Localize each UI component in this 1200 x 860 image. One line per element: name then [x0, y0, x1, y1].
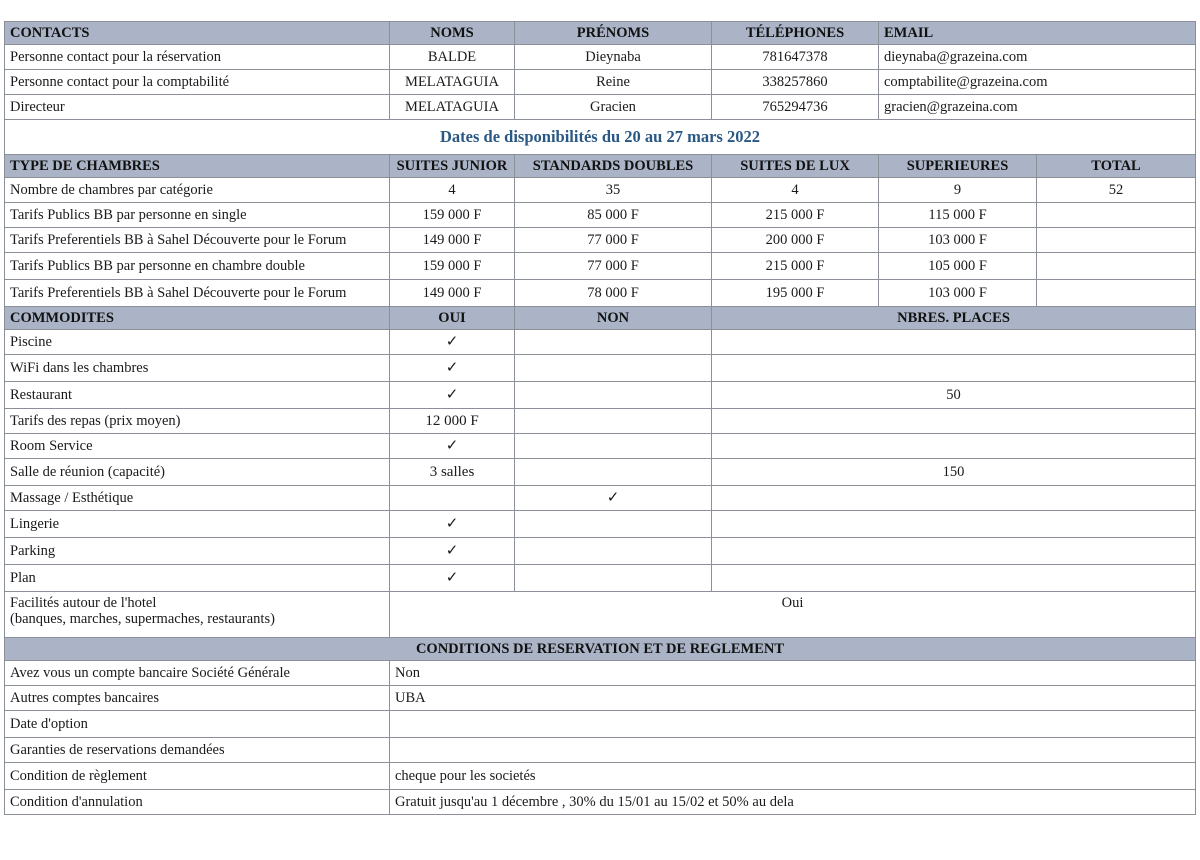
amenity-row: [5, 409, 1196, 434]
dates-title: Dates de disponibilités du 20 au 27 mars 2022: [5, 120, 1196, 155]
room-total: [1037, 253, 1196, 280]
standards-doubles-header: STANDARDS DOUBLES: [515, 155, 712, 178]
oui-header: OUI: [390, 307, 515, 330]
condition-row: [5, 738, 1196, 763]
room-row: [5, 253, 1196, 280]
amenity-places: [712, 330, 1196, 355]
contact-role: Personne contact pour la comptabilité: [5, 70, 390, 95]
contact-nom: MELATAGUIA: [390, 70, 515, 95]
room-label: Tarifs Publics BB par personne en chambre double: [5, 253, 390, 280]
amenity-non: [515, 538, 712, 565]
amenity-non: [515, 459, 712, 486]
amenity-non: ✓: [515, 486, 712, 511]
amenity-oui: ✓: [390, 355, 515, 382]
facilities-label: [5, 592, 390, 638]
amenities-header-row: [5, 307, 1196, 330]
nbres-places-header: NBRES. PLACES: [712, 307, 1196, 330]
condition-row: [5, 790, 1196, 815]
room-label: Nombre de chambres par catégorie: [5, 178, 390, 203]
condition-label: Condition d'annulation: [5, 790, 390, 815]
contact-telephone: 765294736: [712, 95, 879, 120]
amenity-places: [712, 409, 1196, 434]
amenity-places: 150: [712, 459, 1196, 486]
amenity-places: [712, 355, 1196, 382]
room-cell: 4: [712, 178, 879, 203]
amenity-label: Tarifs des repas (prix moyen): [5, 409, 390, 434]
hotel-info-sheet: [4, 21, 1195, 815]
contact-nom: BALDE: [390, 45, 515, 70]
contact-prenom: Reine: [515, 70, 712, 95]
amenity-row: [5, 511, 1196, 538]
room-cell: 105 000 F: [879, 253, 1037, 280]
amenity-non: [515, 409, 712, 434]
amenity-non: [515, 382, 712, 409]
facilities-row: [5, 592, 1196, 638]
room-label: Tarifs Preferentiels BB à Sahel Découverte pour le Forum: [5, 280, 390, 307]
amenity-label: Plan: [5, 565, 390, 592]
room-cell: 77 000 F: [515, 228, 712, 253]
room-cell: 103 000 F: [879, 228, 1037, 253]
amenity-places: [712, 565, 1196, 592]
condition-value: Gratuit jusqu'au 1 décembre , 30% du 15/01 au 15/02 et 50% au dela: [390, 790, 1196, 815]
amenity-non: [515, 330, 712, 355]
amenity-non: [515, 355, 712, 382]
room-label: Tarifs Publics BB par personne en single: [5, 203, 390, 228]
total-header: TOTAL: [1037, 155, 1196, 178]
amenity-oui: [390, 486, 515, 511]
contact-email: gracien@grazeina.com: [879, 95, 1196, 120]
amenity-label: Lingerie: [5, 511, 390, 538]
amenity-places: [712, 511, 1196, 538]
condition-row: [5, 661, 1196, 686]
room-cell: 35: [515, 178, 712, 203]
amenity-places: [712, 538, 1196, 565]
contact-row: [5, 70, 1196, 95]
contacts-header-row: [5, 22, 1196, 45]
condition-row: [5, 763, 1196, 790]
amenity-oui: ✓: [390, 511, 515, 538]
amenity-non: [515, 511, 712, 538]
amenity-places: [712, 486, 1196, 511]
contact-row: [5, 95, 1196, 120]
room-cell: 159 000 F: [390, 253, 515, 280]
room-row: [5, 178, 1196, 203]
amenity-oui: ✓: [390, 330, 515, 355]
room-label: Tarifs Preferentiels BB à Sahel Découverte pour le Forum: [5, 228, 390, 253]
amenity-oui: ✓: [390, 382, 515, 409]
contact-prenom: Dieynaba: [515, 45, 712, 70]
amenity-oui: ✓: [390, 565, 515, 592]
room-row: [5, 228, 1196, 253]
superieures-header: SUPERIEURES: [879, 155, 1037, 178]
room-cell: 9: [879, 178, 1037, 203]
amenity-row: [5, 382, 1196, 409]
amenity-places: 50: [712, 382, 1196, 409]
room-cell: 103 000 F: [879, 280, 1037, 307]
amenity-row: [5, 565, 1196, 592]
room-cell: 149 000 F: [390, 280, 515, 307]
amenity-row: [5, 538, 1196, 565]
amenity-label: Restaurant: [5, 382, 390, 409]
amenity-label: Parking: [5, 538, 390, 565]
commodites-header: COMMODITES: [5, 307, 390, 330]
noms-header: NOMS: [390, 22, 515, 45]
non-header: NON: [515, 307, 712, 330]
suites-junior-header: SUITES JUNIOR: [390, 155, 515, 178]
amenity-row: [5, 434, 1196, 459]
room-cell: 159 000 F: [390, 203, 515, 228]
room-row: [5, 280, 1196, 307]
condition-value: UBA: [390, 686, 1196, 711]
condition-label: Autres comptes bancaires: [5, 686, 390, 711]
amenity-non: [515, 565, 712, 592]
room-total: [1037, 228, 1196, 253]
contact-nom: MELATAGUIA: [390, 95, 515, 120]
amenity-oui: 12 000 F: [390, 409, 515, 434]
room-total: 52: [1037, 178, 1196, 203]
prenoms-header: PRÉNOMS: [515, 22, 712, 45]
room-cell: 200 000 F: [712, 228, 879, 253]
room-cell: 77 000 F: [515, 253, 712, 280]
condition-label: Garanties de reservations demandées: [5, 738, 390, 763]
suites-de-lux-header: SUITES DE LUX: [712, 155, 879, 178]
amenity-oui: ✓: [390, 538, 515, 565]
facilities-label-line1: Facilités autour de l'hotel: [10, 595, 157, 611]
condition-value: Non: [390, 661, 1196, 686]
condition-label: Condition de règlement: [5, 763, 390, 790]
room-cell: 85 000 F: [515, 203, 712, 228]
contact-telephone: 781647378: [712, 45, 879, 70]
contact-row: [5, 45, 1196, 70]
amenity-label: Piscine: [5, 330, 390, 355]
room-total: [1037, 203, 1196, 228]
room-row: [5, 203, 1196, 228]
amenity-label: Room Service: [5, 434, 390, 459]
hotel-info-table: [4, 21, 1196, 815]
contact-prenom: Gracien: [515, 95, 712, 120]
amenity-row: [5, 459, 1196, 486]
rooms-header-row: [5, 155, 1196, 178]
room-cell: 115 000 F: [879, 203, 1037, 228]
room-cell: 215 000 F: [712, 253, 879, 280]
amenity-oui: 3 salles: [390, 459, 515, 486]
condition-label: Avez vous un compte bancaire Société Générale: [5, 661, 390, 686]
condition-label: Date d'option: [5, 711, 390, 738]
room-type-header: TYPE DE CHAMBRES: [5, 155, 390, 178]
amenity-label: WiFi dans les chambres: [5, 355, 390, 382]
room-cell: 4: [390, 178, 515, 203]
amenity-row: [5, 486, 1196, 511]
condition-value: [390, 711, 1196, 738]
amenity-places: [712, 434, 1196, 459]
telephones-header: TÉLÉPHONES: [712, 22, 879, 45]
condition-value: cheque pour les societés: [390, 763, 1196, 790]
room-cell: 78 000 F: [515, 280, 712, 307]
amenity-oui: ✓: [390, 434, 515, 459]
contacts-header: CONTACTS: [5, 22, 390, 45]
conditions-header: CONDITIONS DE RESERVATION ET DE REGLEMENT: [5, 638, 1196, 661]
condition-row: [5, 711, 1196, 738]
contact-email: dieynaba@grazeina.com: [879, 45, 1196, 70]
room-cell: 149 000 F: [390, 228, 515, 253]
facilities-label-line2: (banques, marches, supermaches, restaurants): [10, 611, 275, 627]
dates-title-row: [5, 120, 1196, 155]
amenity-row: [5, 355, 1196, 382]
facilities-value: Oui: [390, 592, 1196, 638]
condition-row: [5, 686, 1196, 711]
contact-role: Personne contact pour la réservation: [5, 45, 390, 70]
amenity-label: Massage / Esthétique: [5, 486, 390, 511]
room-total: [1037, 280, 1196, 307]
contact-role: Directeur: [5, 95, 390, 120]
contact-email: comptabilite@grazeina.com: [879, 70, 1196, 95]
email-header: EMAIL: [879, 22, 1196, 45]
room-cell: 215 000 F: [712, 203, 879, 228]
amenity-non: [515, 434, 712, 459]
room-cell: 195 000 F: [712, 280, 879, 307]
conditions-header-row: [5, 638, 1196, 661]
amenity-row: [5, 330, 1196, 355]
condition-value: [390, 738, 1196, 763]
contact-telephone: 338257860: [712, 70, 879, 95]
amenity-label: Salle de réunion (capacité): [5, 459, 390, 486]
